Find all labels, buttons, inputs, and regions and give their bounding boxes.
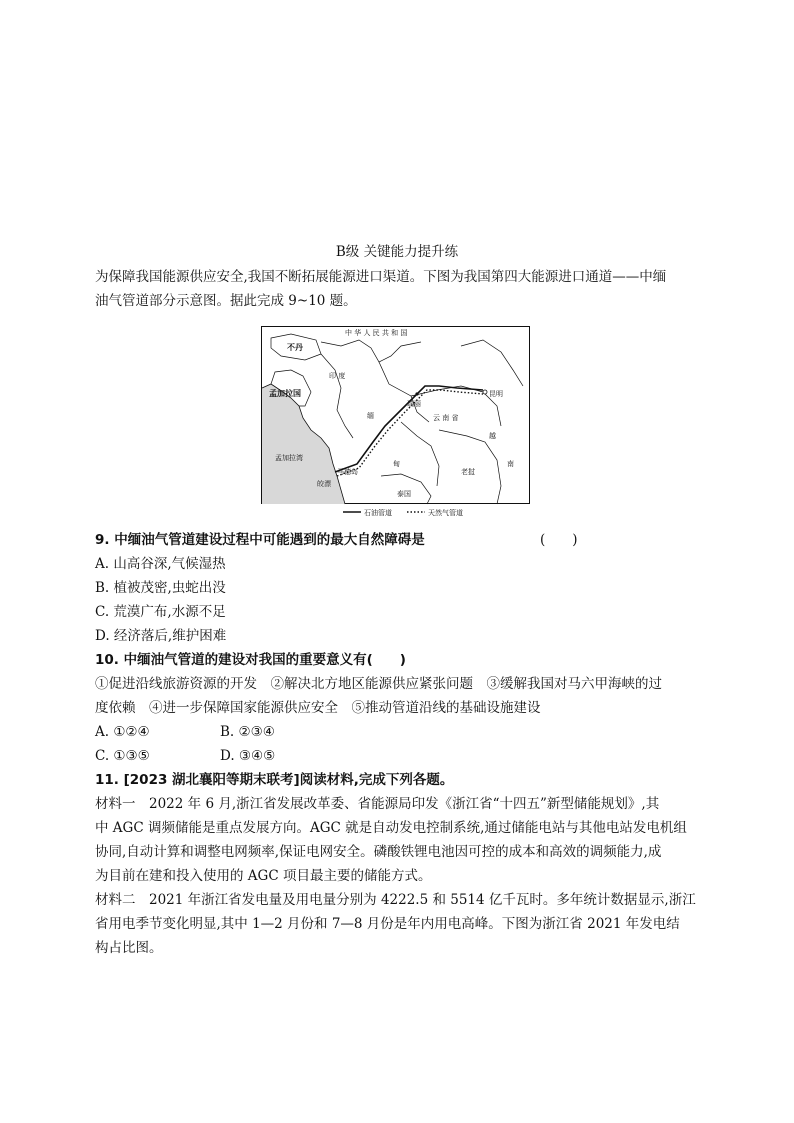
label-yue: 越 [489, 432, 496, 440]
label-kunming: 昆明 [489, 390, 503, 398]
q9-option-c: C. 荒漠广布,水源不足 [95, 604, 226, 620]
q10-option-d: D. ③④⑤ [220, 748, 276, 764]
q11-material2-line-2: 省用电季节变化明显,其中 1—2 月份和 7—8 月份是年内用电高峰。下图为浙江省 2021 年发电结 [95, 916, 680, 932]
q11-material1-line-3: 协同,自动计算和调整电网频率,保证电网安全。磷酸铁锂电池因可控的成本和高效的调频能力,成 [95, 844, 662, 860]
q9-answer-paren: ( ) [540, 532, 578, 548]
label-china: 中 华 人 民 共 和 国 [345, 329, 408, 337]
section-title: B级 关键能力提升练 [335, 244, 459, 260]
label-nan: 南 [507, 460, 514, 468]
label-laos: 老挝 [461, 468, 475, 476]
q10-items-line-2: 度依赖 ④进一步保障国家能源供应安全 ⑤推动管道沿线的基础设施建设 [95, 700, 541, 716]
label-bhutan: 不丹 [287, 343, 303, 352]
q11-material1-line-4: 为目前在建和投入使用的 AGC 项目最主要的储能方式。 [95, 868, 432, 884]
q9-option-d: D. 经济落后,维护困难 [95, 628, 227, 644]
q10-stem: 10. 中缅油气管道的建设对我国的重要意义有( ) [95, 652, 406, 668]
label-madeisland: 马德岛 [337, 468, 358, 476]
q10-option-a: A. ①②④ [95, 724, 150, 740]
q10-option-b: B. ②③④ [220, 724, 275, 740]
legend-gas-label: 天然气管道 [428, 509, 463, 517]
q11-material1-line-1: 材料一 2022 年 6 月,浙江省发展改革委、省能源局印发《浙江省“十四五”新型储能规划》,其 [95, 796, 660, 812]
q11-material1-line-2: 中 AGC 调频储能是重点发展方向。AGC 就是自动发电控制系统,通过储能电站与其他电站发电机组 [95, 820, 687, 836]
q11-material2-line-3: 构占比图。 [95, 940, 163, 956]
q10-items-line-1: ①促进沿线旅游资源的开发 ②解决北方地区能源供应紧张问题 ③缓解我国对马六甲海峡的过 [95, 676, 662, 692]
q9-stem: 9. 中缅油气管道建设过程中可能遇到的最大自然障碍是 [95, 532, 425, 548]
label-kyaukphyu: 皎漂 [317, 480, 331, 488]
label-thailand: 泰国 [397, 490, 411, 498]
pipeline-map-svg [261, 326, 530, 522]
label-ruili: 瑞丽 [407, 400, 421, 408]
label-bangladesh: 孟加拉国 [269, 389, 301, 398]
label-india: 印 度 [329, 372, 346, 380]
q9-option-b: B. 植被茂密,虫蛇出没 [95, 580, 226, 596]
label-burma-2: 甸 [393, 460, 400, 468]
legend-oil-label: 石油管道 [364, 509, 392, 517]
intro-line-2: 油气管道部分示意图。据此完成 9~10 题。 [95, 293, 357, 309]
label-burma-1: 缅 [367, 412, 374, 420]
kunming-marker-icon [483, 390, 487, 394]
q9-option-a: A. 山高谷深,气候湿热 [95, 556, 226, 572]
label-bay: 孟加拉湾 [275, 454, 303, 462]
q11-material2-line-1: 材料二 2021 年浙江省发电量及用电量分别为 4222.5 和 5514 亿千瓦时。多年统计数据显示,浙江 [95, 892, 696, 908]
ruili-marker-icon [415, 392, 418, 395]
pipeline-map [261, 326, 530, 522]
q10-option-c: C. ①③⑤ [95, 748, 150, 764]
intro-line-1: 为保障我国能源供应安全,我国不断拓展能源进口渠道。下图为我国第四大能源进口通道——中缅 [95, 269, 667, 285]
q11-stem: 11. [2023 湖北襄阳等期末联考]阅读材料,完成下列各题。 [95, 772, 454, 788]
label-yunnan: 云 南 省 [433, 414, 459, 422]
